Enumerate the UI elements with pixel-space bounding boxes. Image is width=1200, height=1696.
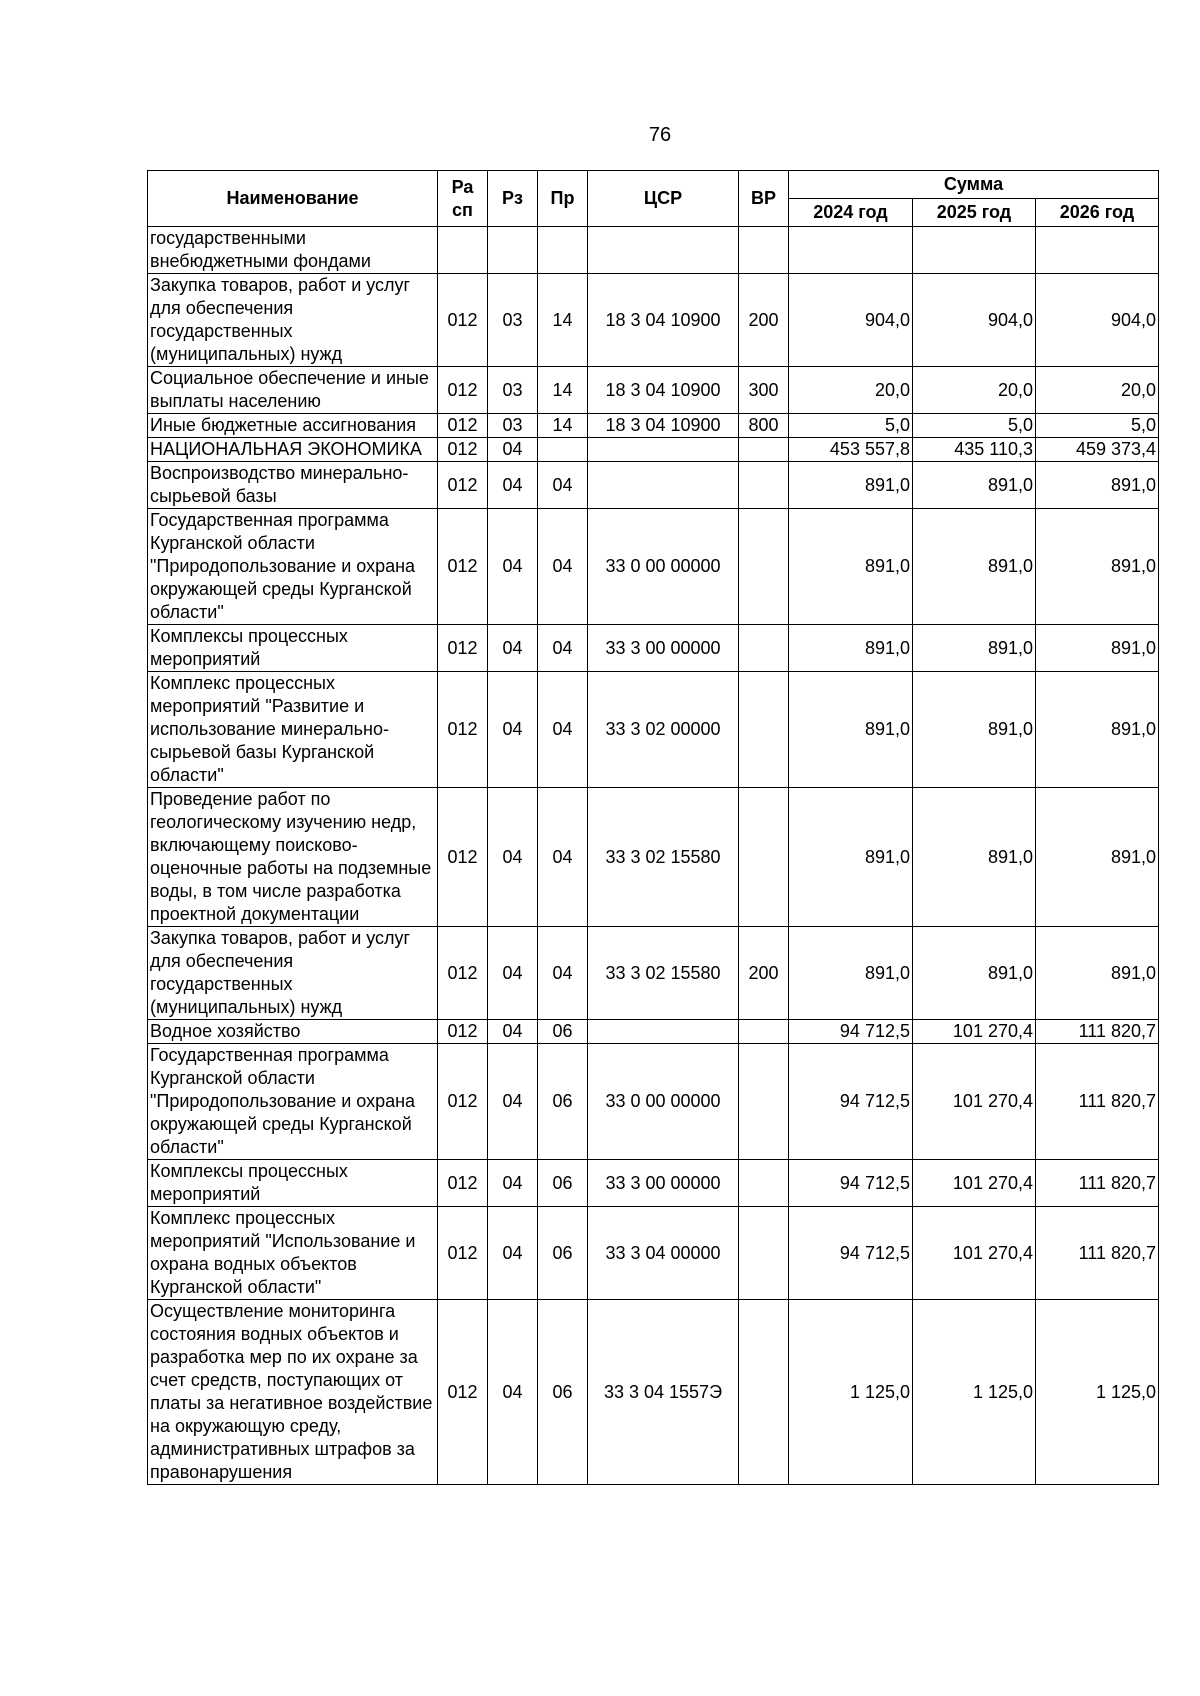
cell-sum-2025: 904,0 [913, 274, 1036, 367]
cell-rasp: 012 [438, 462, 488, 509]
cell-csr [588, 462, 739, 509]
budget-table [147, 170, 1159, 1485]
cell-rz: 04 [488, 509, 538, 625]
header-csr: ЦСР [588, 171, 739, 227]
cell-sum-2026: 111 820,7 [1036, 1207, 1159, 1300]
cell-name: Водное хозяйство [148, 1020, 438, 1044]
header-year-2025: 2025 год [913, 199, 1036, 227]
table-row [148, 367, 1159, 414]
cell-pr [538, 227, 588, 274]
cell-pr: 06 [538, 1300, 588, 1485]
cell-rasp: 012 [438, 274, 488, 367]
cell-vr [739, 1020, 789, 1044]
cell-csr: 18 3 04 10900 [588, 274, 739, 367]
cell-rz [488, 227, 538, 274]
cell-pr: 04 [538, 509, 588, 625]
cell-sum-2024: 891,0 [789, 927, 913, 1020]
cell-sum-2025: 891,0 [913, 625, 1036, 672]
cell-rz: 03 [488, 274, 538, 367]
cell-name: Комплекс процессных мероприятий "Использование и охрана водных объектов Курганской области" [148, 1207, 438, 1300]
table-row [148, 462, 1159, 509]
cell-name: государственными внебюджетными фондами [148, 227, 438, 274]
header-sum: Сумма [789, 171, 1159, 199]
table-header [148, 171, 1159, 227]
cell-rasp: 012 [438, 625, 488, 672]
cell-rz: 04 [488, 788, 538, 927]
table-row [148, 788, 1159, 927]
cell-pr: 14 [538, 274, 588, 367]
table-row [148, 509, 1159, 625]
cell-csr: 33 3 02 00000 [588, 672, 739, 788]
cell-vr: 800 [739, 414, 789, 438]
table-row [148, 227, 1159, 274]
cell-rz: 04 [488, 1300, 538, 1485]
cell-name: Социальное обеспечение и иные выплаты населению [148, 367, 438, 414]
cell-rasp: 012 [438, 1044, 488, 1160]
cell-pr: 06 [538, 1044, 588, 1160]
cell-vr [739, 1207, 789, 1300]
cell-sum-2025: 891,0 [913, 672, 1036, 788]
cell-sum-2026: 111 820,7 [1036, 1044, 1159, 1160]
cell-sum-2024: 94 712,5 [789, 1160, 913, 1207]
cell-sum-2026: 111 820,7 [1036, 1160, 1159, 1207]
cell-rz: 04 [488, 625, 538, 672]
cell-csr: 33 3 00 00000 [588, 625, 739, 672]
cell-sum-2025: 101 270,4 [913, 1207, 1036, 1300]
cell-csr: 33 3 04 1557Э [588, 1300, 739, 1485]
header-name: Наименование [148, 171, 438, 227]
cell-pr: 14 [538, 367, 588, 414]
cell-pr: 06 [538, 1160, 588, 1207]
cell-sum-2024: 94 712,5 [789, 1044, 913, 1160]
table-body [148, 227, 1159, 1485]
cell-rasp: 012 [438, 1020, 488, 1044]
table-row [148, 274, 1159, 367]
table-row [148, 438, 1159, 462]
cell-sum-2024: 891,0 [789, 672, 913, 788]
cell-sum-2025: 101 270,4 [913, 1020, 1036, 1044]
cell-sum-2024: 891,0 [789, 462, 913, 509]
cell-sum-2025 [913, 227, 1036, 274]
cell-pr: 04 [538, 462, 588, 509]
cell-sum-2025: 20,0 [913, 367, 1036, 414]
cell-rz: 04 [488, 1020, 538, 1044]
cell-rasp: 012 [438, 509, 488, 625]
cell-vr [739, 1044, 789, 1160]
cell-pr: 06 [538, 1207, 588, 1300]
cell-vr [739, 438, 789, 462]
cell-vr [739, 509, 789, 625]
cell-rasp: 012 [438, 1207, 488, 1300]
cell-sum-2026: 891,0 [1036, 462, 1159, 509]
header-pr: Пр [538, 171, 588, 227]
cell-pr: 04 [538, 788, 588, 927]
cell-csr: 33 0 00 00000 [588, 1044, 739, 1160]
table-row [148, 1300, 1159, 1485]
cell-sum-2025: 101 270,4 [913, 1044, 1036, 1160]
table-row [148, 1020, 1159, 1044]
cell-rz: 03 [488, 367, 538, 414]
cell-name: Комплекс процессных мероприятий "Развитие и использование минерально-сырьевой базы Курганской области" [148, 672, 438, 788]
cell-csr: 33 3 02 15580 [588, 788, 739, 927]
cell-vr: 200 [739, 927, 789, 1020]
cell-sum-2024: 5,0 [789, 414, 913, 438]
cell-rz: 03 [488, 414, 538, 438]
cell-rasp: 012 [438, 927, 488, 1020]
cell-sum-2026: 891,0 [1036, 625, 1159, 672]
cell-name: Иные бюджетные ассигнования [148, 414, 438, 438]
cell-pr [538, 438, 588, 462]
table-row [148, 414, 1159, 438]
header-year-2024: 2024 год [789, 199, 913, 227]
cell-rz: 04 [488, 1044, 538, 1160]
cell-sum-2026: 1 125,0 [1036, 1300, 1159, 1485]
cell-rz: 04 [488, 1160, 538, 1207]
header-year-2026: 2026 год [1036, 199, 1159, 227]
cell-sum-2025: 435 110,3 [913, 438, 1036, 462]
cell-name: Осуществление мониторинга состояния водных объектов и разработка мер по их охране за счет средств, поступающих от платы за негативное воздействие на окружающую среду, административных штрафов за правонарушения [148, 1300, 438, 1485]
cell-sum-2024 [789, 227, 913, 274]
cell-rz: 04 [488, 1207, 538, 1300]
cell-vr [739, 788, 789, 927]
cell-name: Комплексы процессных мероприятий [148, 625, 438, 672]
cell-vr [739, 625, 789, 672]
table-row [148, 927, 1159, 1020]
table-row [148, 672, 1159, 788]
cell-rz: 04 [488, 927, 538, 1020]
cell-csr: 18 3 04 10900 [588, 414, 739, 438]
table-row [148, 1160, 1159, 1207]
cell-name: НАЦИОНАЛЬНАЯ ЭКОНОМИКА [148, 438, 438, 462]
cell-csr: 33 3 04 00000 [588, 1207, 739, 1300]
header-rz: Рз [488, 171, 538, 227]
cell-vr [739, 462, 789, 509]
cell-rasp: 012 [438, 414, 488, 438]
cell-name: Государственная программа Курганской области "Природопользование и охрана окружающей среды Курганской области" [148, 509, 438, 625]
cell-sum-2026: 459 373,4 [1036, 438, 1159, 462]
cell-rz: 04 [488, 462, 538, 509]
cell-rasp: 012 [438, 367, 488, 414]
cell-sum-2026: 904,0 [1036, 274, 1159, 367]
cell-name: Комплексы процессных мероприятий [148, 1160, 438, 1207]
cell-csr: 18 3 04 10900 [588, 367, 739, 414]
cell-pr: 06 [538, 1020, 588, 1044]
cell-vr [739, 1160, 789, 1207]
cell-sum-2024: 891,0 [789, 509, 913, 625]
cell-sum-2026: 20,0 [1036, 367, 1159, 414]
cell-sum-2025: 5,0 [913, 414, 1036, 438]
cell-sum-2025: 891,0 [913, 788, 1036, 927]
cell-pr: 14 [538, 414, 588, 438]
cell-sum-2024: 891,0 [789, 625, 913, 672]
cell-sum-2024: 1 125,0 [789, 1300, 913, 1485]
cell-vr [739, 1300, 789, 1485]
cell-sum-2024: 94 712,5 [789, 1020, 913, 1044]
cell-sum-2026: 891,0 [1036, 672, 1159, 788]
table-row [148, 1044, 1159, 1160]
cell-sum-2025: 1 125,0 [913, 1300, 1036, 1485]
cell-vr [739, 227, 789, 274]
cell-sum-2026: 111 820,7 [1036, 1020, 1159, 1044]
cell-rasp: 012 [438, 1300, 488, 1485]
cell-csr: 33 0 00 00000 [588, 509, 739, 625]
cell-sum-2024: 891,0 [789, 788, 913, 927]
cell-rasp: 012 [438, 438, 488, 462]
cell-sum-2025: 891,0 [913, 509, 1036, 625]
cell-csr: 33 3 00 00000 [588, 1160, 739, 1207]
cell-sum-2024: 904,0 [789, 274, 913, 367]
cell-rz: 04 [488, 672, 538, 788]
cell-sum-2026: 891,0 [1036, 509, 1159, 625]
cell-sum-2026: 5,0 [1036, 414, 1159, 438]
cell-rasp [438, 227, 488, 274]
cell-csr [588, 227, 739, 274]
cell-sum-2024: 94 712,5 [789, 1207, 913, 1300]
cell-csr [588, 1020, 739, 1044]
cell-name: Закупка товаров, работ и услуг для обеспечения государственных (муниципальных) нужд [148, 274, 438, 367]
cell-sum-2026: 891,0 [1036, 788, 1159, 927]
cell-name: Воспроизводство минерально-сырьевой базы [148, 462, 438, 509]
cell-vr: 300 [739, 367, 789, 414]
cell-rasp: 012 [438, 1160, 488, 1207]
cell-csr: 33 3 02 15580 [588, 927, 739, 1020]
cell-rasp: 012 [438, 788, 488, 927]
cell-csr [588, 438, 739, 462]
cell-rasp: 012 [438, 672, 488, 788]
cell-pr: 04 [538, 625, 588, 672]
header-vr: ВР [739, 171, 789, 227]
cell-sum-2026 [1036, 227, 1159, 274]
cell-sum-2024: 20,0 [789, 367, 913, 414]
cell-sum-2026: 891,0 [1036, 927, 1159, 1020]
cell-pr: 04 [538, 927, 588, 1020]
cell-sum-2024: 453 557,8 [789, 438, 913, 462]
cell-vr [739, 672, 789, 788]
table-row [148, 625, 1159, 672]
cell-name: Проведение работ по геологическому изучению недр, включающему поисково-оценочные работы на подземные воды, в том числе разработка проектной документации [148, 788, 438, 927]
header-rasp: Ра сп [438, 171, 488, 227]
cell-name: Государственная программа Курганской области "Природопользование и охрана окружающей среды Курганской области" [148, 1044, 438, 1160]
cell-name: Закупка товаров, работ и услуг для обеспечения государственных (муниципальных) нужд [148, 927, 438, 1020]
page-number: 76 [648, 124, 672, 146]
table-row [148, 1207, 1159, 1300]
cell-sum-2025: 101 270,4 [913, 1160, 1036, 1207]
cell-pr: 04 [538, 672, 588, 788]
cell-vr: 200 [739, 274, 789, 367]
cell-sum-2025: 891,0 [913, 462, 1036, 509]
cell-rz: 04 [488, 438, 538, 462]
cell-sum-2025: 891,0 [913, 927, 1036, 1020]
